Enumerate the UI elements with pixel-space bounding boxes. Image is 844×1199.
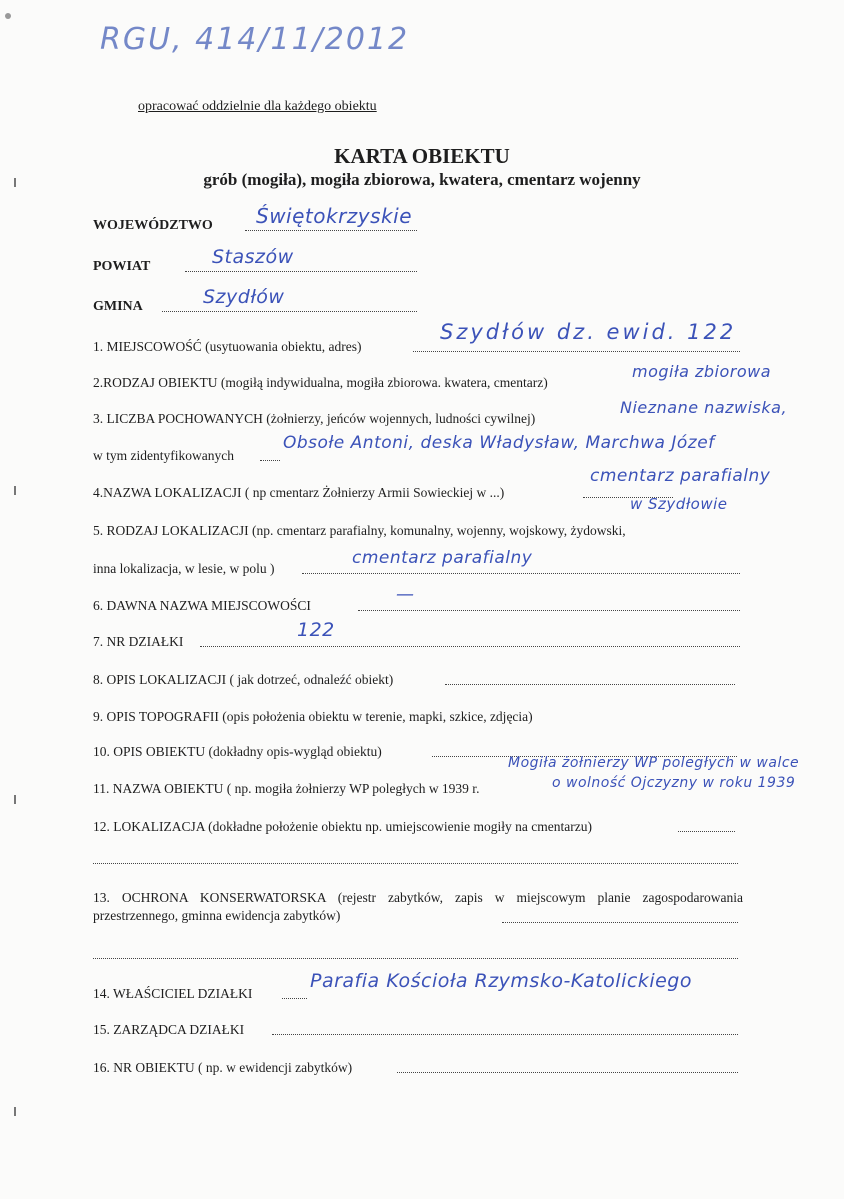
nr-obiektu-line xyxy=(397,1070,738,1073)
nazwa-obiektu-label: 11. NAZWA OBIEKTU ( np. mogiła żołnierzy WP poległych w 1939 r. xyxy=(93,781,480,796)
dawna-nazwa-label: 6. DAWNA NAZWA MIEJSCOWOŚCI xyxy=(93,598,311,613)
powiat-value[interactable]: Staszów xyxy=(212,246,294,268)
scan-mark xyxy=(5,13,11,19)
opis-obiektu-label: 10. OPIS OBIEKTU (dokładny opis-wygląd obiektu) xyxy=(93,744,382,759)
opis-topografii-label: 9. OPIS TOPOGRAFII (opis położenia obiektu w terenie, mapki, szkice, zdjęcia) xyxy=(93,709,533,724)
form-title: KARTA OBIEKTU xyxy=(334,144,510,168)
instruction-text: opracować oddzielnie dla każdego obiektu xyxy=(138,99,377,114)
rodzaj-obiektu-label: 2.RODZAJ OBIEKTU (mogiłą indywidualna, mogiła zbiorowa. kwatera, cmentarz) xyxy=(93,375,548,390)
powiat-line xyxy=(185,269,417,272)
wojewodztwo-label: WOJEWÓDZTWO xyxy=(93,218,213,233)
lokalizacja-label: 12. LOKALIZACJA (dokładne położenie obiektu np. umiejscowienie mogiły na cmentarzu) xyxy=(93,819,592,834)
dawna-nazwa-value[interactable]: — xyxy=(396,584,415,605)
ochrona-label: 13. OCHRONA KONSERWATORSKA (rejestr zabytków, zapis w miejscowym planie zagospodarowania przestrzennego, gminna ewidencja zabytków) xyxy=(93,890,743,923)
nazwa-lokalizacji-label: 4.NAZWA LOKALIZACJI ( np cmentarz Żołnierzy Armii Sowieckiej w ...) xyxy=(93,485,505,500)
nr-obiektu-label: 16. NR OBIEKTU ( np. w ewidencji zabytków) xyxy=(93,1060,353,1075)
rodzaj-lokalizacji-label-1: 5. RODZAJ LOKALIZACJI (np. cmentarz parafialny, komunalny, wojenny, wojskowy, żydowski, xyxy=(93,523,626,538)
opis-lokalizacji-label: 8. OPIS LOKALIZACJI ( jak dotrzeć, odnaleźć obiekt) xyxy=(93,672,394,687)
opis-lokalizacji-line xyxy=(445,682,735,685)
wojewodztwo-line xyxy=(245,228,417,231)
nazwa-lokalizacji-value-2[interactable]: w Szydłowie xyxy=(630,495,728,513)
scan-tick xyxy=(14,795,16,804)
form-subtitle: grób (mogiła), mogiła zbiorowa, kwatera, cmentarz wojenny xyxy=(203,170,641,189)
zidentyfikowanych-value[interactable]: Obsołe Antoni, deska Władysław, Marchwa Józef xyxy=(283,433,715,453)
lokalizacja-line-1 xyxy=(678,829,735,832)
nr-dzialki-label: 7. NR DZIAŁKI xyxy=(93,634,184,649)
miejscowosc-value[interactable]: Szydłów dz. ewid. 122 xyxy=(440,320,737,344)
nazwa-obiektu-value-2[interactable]: o wolność Ojczyzny w roku 1939 xyxy=(552,775,796,791)
ochrona-line-1 xyxy=(502,920,738,923)
nazwa-obiektu-value-1[interactable]: Mogiła żołnierzy WP poległych w walce xyxy=(508,755,800,771)
zidentyfikowanych-line xyxy=(260,458,280,461)
zarzadca-line xyxy=(272,1032,738,1035)
ochrona-line-2 xyxy=(93,956,738,959)
wlasciciel-value[interactable]: Parafia Kościoła Rzymsko-Katolickiego xyxy=(310,970,692,992)
powiat-label: POWIAT xyxy=(93,259,151,274)
miejscowosc-line xyxy=(413,349,740,352)
rodzaj-lokalizacji-value[interactable]: cmentarz parafialny xyxy=(352,548,533,568)
nazwa-lokalizacji-value-1[interactable]: cmentarz parafialny xyxy=(590,466,771,486)
liczba-pochowanych-label: 3. LICZBA POCHOWANYCH (żołnierzy, jeńców wojennych, ludności cywilnej) xyxy=(93,411,536,426)
gmina-value[interactable]: Szydłów xyxy=(203,286,285,308)
nr-dzialki-line xyxy=(200,644,740,647)
zarzadca-label: 15. ZARZĄDCA DZIAŁKI xyxy=(93,1022,245,1037)
wlasciciel-line xyxy=(282,996,307,999)
nr-dzialki-value[interactable]: 122 xyxy=(297,619,335,641)
dawna-nazwa-line xyxy=(358,608,740,611)
gmina-line xyxy=(162,309,417,312)
rodzaj-obiektu-value[interactable]: mogiła zbiorowa xyxy=(632,362,772,381)
rodzaj-lokalizacji-label-2: inna lokalizacja, w lesie, w polu ) xyxy=(93,561,275,576)
scan-tick xyxy=(14,1107,16,1116)
lokalizacja-line-2 xyxy=(93,861,738,864)
zidentyfikowanych-label: w tym zidentyfikowanych xyxy=(93,448,234,463)
liczba-pochowanych-value[interactable]: Nieznane nazwiska, xyxy=(620,398,788,417)
rodzaj-lokalizacji-line xyxy=(302,571,740,574)
wojewodztwo-value[interactable]: Świętokrzyskie xyxy=(256,204,412,228)
wlasciciel-label: 14. WŁAŚCICIEL DZIAŁKI xyxy=(93,986,253,1001)
miejscowosc-label: 1. MIEJSCOWOŚĆ (usytuowania obiektu, adres) xyxy=(93,339,362,354)
reference-number: RGU, 414/11/2012 xyxy=(100,22,410,57)
gmina-label: GMINA xyxy=(93,299,143,314)
scan-tick xyxy=(14,486,16,495)
